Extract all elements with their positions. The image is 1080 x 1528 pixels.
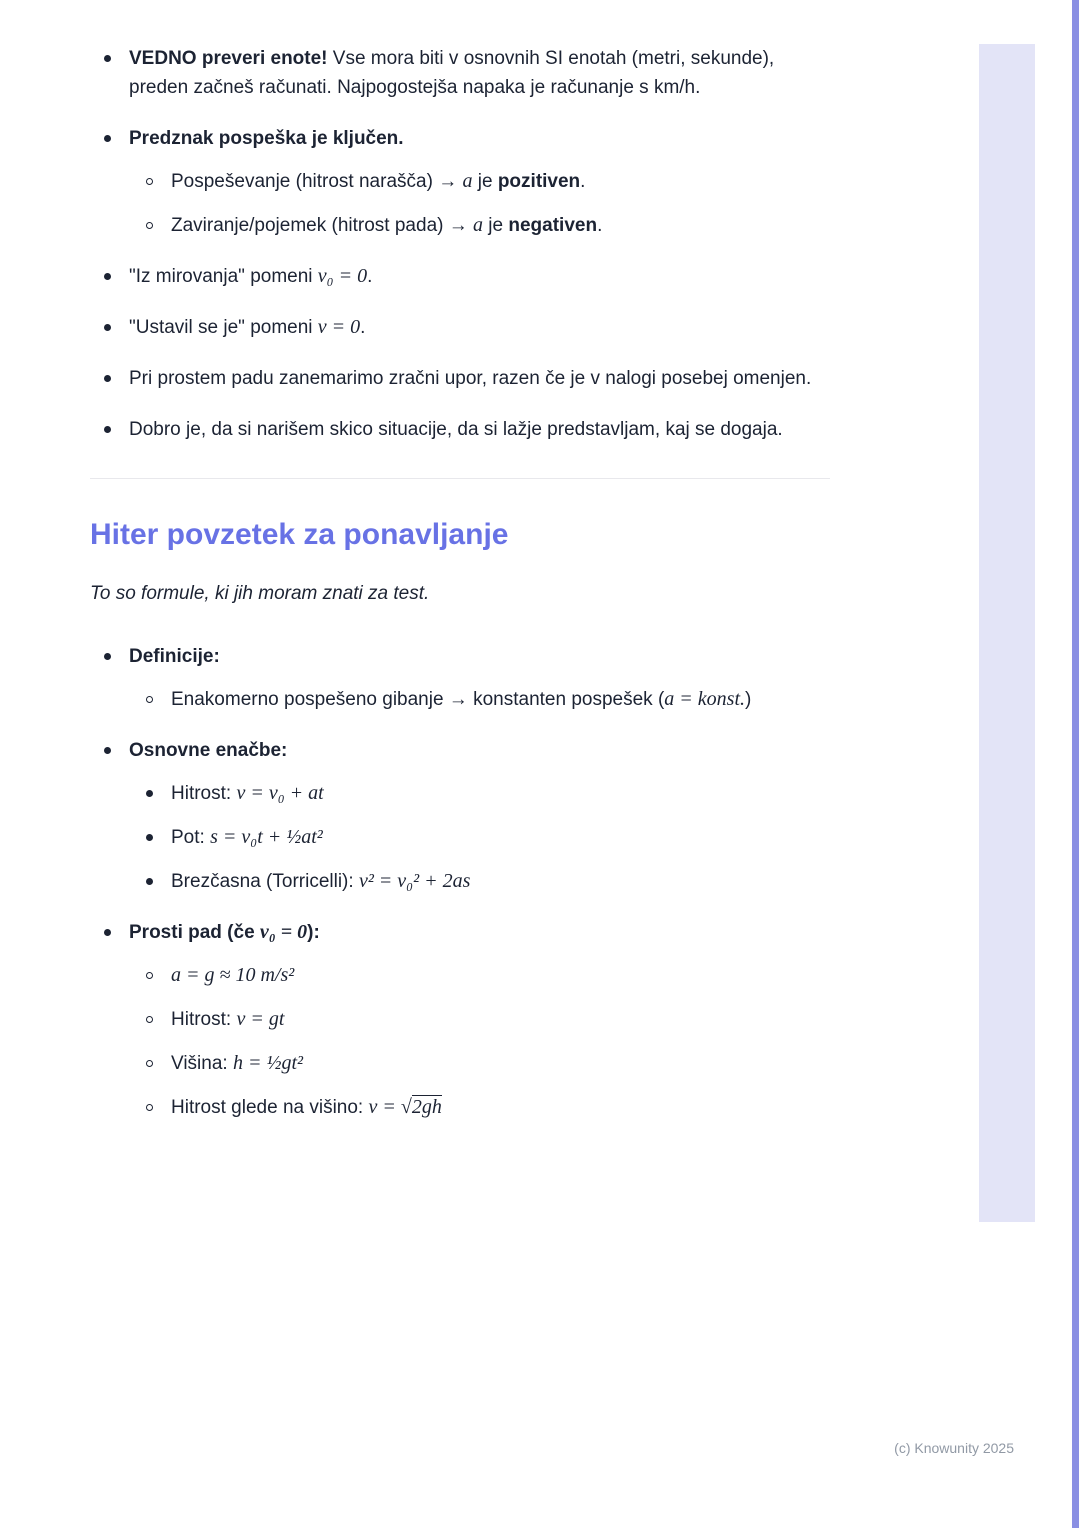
sqrt-radicand: 2gh <box>411 1096 442 1118</box>
definition-block <box>129 642 751 714</box>
list-item <box>129 823 470 852</box>
equation-row <box>171 779 324 808</box>
equation-row <box>171 823 323 852</box>
sub-item-text <box>171 211 602 240</box>
text-segment: . <box>360 317 366 338</box>
text-segment: . <box>367 266 373 287</box>
tip-text <box>129 262 372 291</box>
list-item <box>90 415 840 444</box>
text-emphasis: negativen <box>508 215 598 236</box>
text-emphasis: Prosti pad (če <box>129 922 260 943</box>
list-item <box>129 685 751 714</box>
sub-item-text <box>171 685 751 714</box>
text-segment: ) <box>745 689 752 710</box>
list-item <box>129 211 602 240</box>
summary-list <box>90 642 840 1122</box>
text-segment: "Iz mirovanja" pomeni <box>129 266 318 287</box>
list-item <box>90 642 840 714</box>
sub-heading: Definicije: <box>129 646 220 667</box>
list-item <box>129 1049 442 1078</box>
math-symbol: a <box>462 170 473 192</box>
text-segment: Zaviranje/pojemek (hitrost pada) → <box>171 215 474 236</box>
bullet-icon <box>104 375 111 382</box>
tip-emphasis: Predznak pospeška je ključen. <box>129 128 404 149</box>
sub-list <box>129 779 470 896</box>
bullet-icon <box>146 790 153 797</box>
list-item <box>129 167 602 196</box>
sub-heading <box>129 918 442 947</box>
section-title: Hiter povzetek za ponavljanje <box>90 518 509 551</box>
math-expression: a = g ≈ 10 m/s² <box>171 964 295 986</box>
circle-bullet-icon <box>146 222 153 229</box>
copyright-footer: (c) Knowunity 2025 <box>894 1440 1014 1456</box>
list-item <box>90 313 840 342</box>
math-expression: v₀ = 0 <box>317 265 368 287</box>
text-segment: . <box>597 215 603 236</box>
equation-label: Hitrost glede na višino: <box>171 1097 369 1118</box>
bullet-icon <box>104 273 111 280</box>
bullet-icon <box>104 653 111 660</box>
equation-label: Pot: <box>171 827 211 848</box>
math-expression: s = v₀t + ½at² <box>210 826 323 848</box>
text-segment: je <box>472 171 498 192</box>
bullet-icon <box>104 426 111 433</box>
equation-row <box>171 867 470 896</box>
tip-text <box>129 313 365 342</box>
equation-row <box>171 1093 442 1122</box>
sub-item-text <box>171 167 585 196</box>
tip-text: Pri prostem padu zanemarimo zračni upor, razen če je v nalogi posebej omenjen. <box>129 368 812 389</box>
math-expression: v = gt <box>236 1008 285 1030</box>
equation-label: Hitrost: <box>171 783 237 804</box>
math-expression: v = v₀ + at <box>236 782 324 804</box>
equations-block <box>129 736 470 896</box>
circle-bullet-icon <box>146 696 153 703</box>
list-item <box>129 779 470 808</box>
equation-label: Hitrost: <box>171 1009 237 1030</box>
freefall-block <box>129 918 442 1122</box>
list-item <box>90 262 840 291</box>
bullet-icon <box>146 878 153 885</box>
equation-row <box>171 1049 303 1078</box>
bullet-icon <box>146 834 153 841</box>
math-expression: v₀ = 0 <box>259 921 308 943</box>
sub-list <box>129 685 751 714</box>
next-page-preview <box>979 44 1035 1222</box>
list-item <box>90 124 840 240</box>
math-expression: h = ½gt² <box>232 1052 304 1074</box>
math-expression <box>369 1096 442 1118</box>
bullet-icon <box>104 55 111 62</box>
section-intro: To so formule, ki jih moram znati za test. <box>90 583 430 604</box>
math-expression: v = 0 <box>317 316 361 338</box>
list-item <box>90 44 840 102</box>
text-emphasis: pozitiven <box>497 171 581 192</box>
equation-row <box>171 1005 284 1034</box>
list-item <box>129 1005 442 1034</box>
list-item <box>129 961 442 990</box>
equation-label: Brezčasna (Torricelli): <box>171 871 359 892</box>
tip-text <box>129 124 602 240</box>
tip-text <box>129 44 819 102</box>
math-expression: a = konst. <box>664 688 745 710</box>
tip-body: Vse mora biti v osnovnih SI enotah (metri, sekunde), preden začneš računati. Najpogostejša napaka je računanje s km/h. <box>129 48 775 98</box>
scrollbar[interactable] <box>1072 0 1079 1528</box>
list-item <box>129 867 470 896</box>
text-segment: . <box>580 171 586 192</box>
circle-bullet-icon <box>146 1060 153 1067</box>
text-segment: Enakomerno pospešeno gibanje → konstanten pospešek ( <box>171 689 665 710</box>
equation-label: Višina: <box>171 1053 233 1074</box>
list-item <box>90 918 840 1122</box>
circle-bullet-icon <box>146 1016 153 1023</box>
tip-text: Dobro je, da si narišem skico situacije, da si lažje predstavljam, kaj se dogaja. <box>129 419 783 440</box>
text-segment: je <box>483 215 509 236</box>
notes-content <box>90 44 840 1122</box>
circle-bullet-icon <box>146 178 153 185</box>
text-emphasis: ): <box>307 922 320 943</box>
math-expression: v² = v₀² + 2as <box>358 870 471 892</box>
sqrt-symbol: √ <box>400 1096 412 1118</box>
circle-bullet-icon <box>146 972 153 979</box>
section-divider <box>90 478 830 479</box>
bullet-icon <box>104 135 111 142</box>
math-symbol: a <box>473 214 484 236</box>
sub-list <box>129 167 602 240</box>
text-segment: Pospeševanje (hitrost narašča) → <box>171 171 463 192</box>
text-segment: "Ustavil se je" pomeni <box>129 317 318 338</box>
list-item <box>90 364 840 393</box>
bullet-icon <box>104 929 111 936</box>
tip-emphasis: VEDNO preveri enote! <box>129 48 328 69</box>
list-item <box>90 736 840 896</box>
bullet-icon <box>104 747 111 754</box>
text-segment: v = <box>368 1096 401 1118</box>
sub-heading: Osnovne enačbe: <box>129 740 288 761</box>
list-item <box>129 1093 442 1122</box>
circle-bullet-icon <box>146 1104 153 1111</box>
bullet-icon <box>104 324 111 331</box>
equation-row <box>171 961 294 990</box>
sub-list <box>129 961 442 1122</box>
